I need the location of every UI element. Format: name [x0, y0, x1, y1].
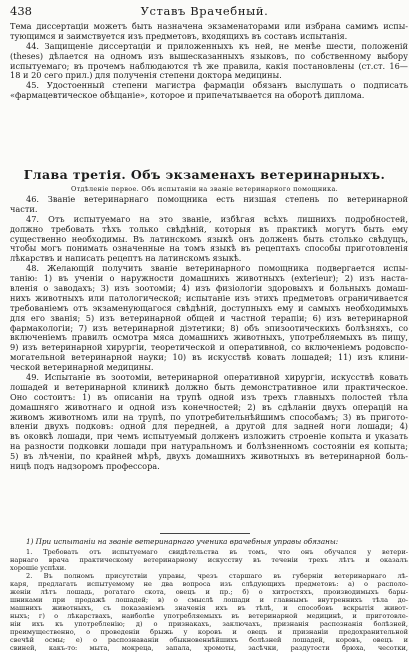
footnote-line: шниками при продажѣ лошадей; в) о смыслѣ лошади и главнымъ внутреннихъ тѣла до- — [10, 596, 408, 604]
text-block-2 — [10, 195, 408, 472]
text-line: 44. Защищеніе диссертаціи и приложенныхъ къ ней, не менѣе шести, положеній — [26, 41, 408, 51]
text-line: живомъ животномъ или на трупѣ, по употребительнѣйшимъ способамъ; 3) въ пригото- — [10, 412, 408, 422]
text-line: вленіи двухъ подковъ: одной для передней, а другой для задней ноги лошади; 4) — [10, 422, 408, 432]
page-header — [0, 4, 409, 20]
text-line: ницѣ подъ надзоромъ профессора. — [10, 462, 160, 472]
text-line: домашняго животнаго и одной изъ конечностей; 2) въ сдѣланіи двухъ операцій на — [10, 402, 408, 412]
text-line: фармакологіи; 7) изъ ветеринарной діэтетики; 8) объ эпизоотическихъ болѣзняхъ, со — [10, 323, 408, 333]
footnote-line: каря, предлагать испытуемому не два вопроса изъ слѣдующихъ предметовъ: а) о располо- — [10, 580, 408, 588]
footnote-line: машнихъ животныхъ, съ показаніемъ значенія ихъ въ тѣлѣ, и способовъ вскрытія живот- — [10, 604, 408, 612]
text-line: части. — [10, 204, 38, 214]
text-line: ческой ветеринарной медицины. — [10, 363, 154, 373]
text-line: 18 и 20 сего прил.) для полученія степени доктора медицины. — [10, 71, 282, 81]
text-line: требованіемъ отъ экзаменующагося свѣдѣній, доступныхъ ему и самыхъ необходимыхъ — [10, 303, 408, 313]
text-line: въ оковкѣ лошади, при чемъ испытуемый долженъ изложить строеніе копыта и указать — [10, 432, 408, 442]
text-line: 46. Званіе ветеринарнаго помощника есть низшая степень по ветеринарной — [26, 195, 408, 204]
text-line: «фармацевтическое обѣщаніе», которое и припечатывается на оборотѣ диплома. — [10, 91, 365, 101]
text-line: испытуемаго; въ прочемъ наблюдаются тѣ же правила, какія постановлены (ст.ст. 16— — [10, 61, 408, 71]
text-line: Тема диссертаціи можетъ быть назначена экзаменаторами или избрана самимъ испы- — [10, 22, 408, 31]
text-line: существенно необходимы. Въ латинскомъ языкѣ онъ долженъ быть столько свѣдущъ, — [10, 234, 408, 244]
footnote-line: женіи лѣтъ лошадь, рогатаго скота, овецъ и пр.; б) о хитростяхъ, производимыхъ бары- — [10, 588, 408, 596]
text-line: для его званія; 5) изъ ветеринарной общей и частной терапіи; 6) изъ ветеринарной — [10, 313, 408, 323]
text-line: 45. Удостоенный степени магистра фармаціи обязанъ выслушать о подписать — [26, 81, 408, 91]
text-line: (theses) дѣлается на одномъ изъ вышесказанныхъ языковъ, по собственному выбору — [10, 51, 408, 61]
text-line: тующимся и заимствуется изъ предметовъ, входящихъ въ составъ испытанія. — [10, 31, 348, 41]
text-line: Оно состоитъ: 1) въ описаніи на трупѣ одной изъ трехъ главныхъ полостей тѣла — [10, 392, 408, 402]
footnote-line: свечѣй осмы; е) о распознаваніи обыкновеннѣйшихъ болѣзней лошадей, коровъ, овецъ и — [10, 636, 408, 644]
text-line: 5) въ лѣченіи, по крайней мѣрѣ, двухъ домашнихъ животныхъ въ ветеринарной боль- — [10, 452, 408, 462]
footnote-line: 1. Требовать отъ испытуемаго свидѣтельства въ томъ, что онъ обучался у ветери- — [26, 548, 408, 556]
section-heading: Отдѣленіе первое. Объ испытаніи на званіе ветеринарного помощника. — [70, 185, 339, 193]
page-number: 438 — [10, 4, 32, 18]
footnote-line: хорошіе успѣхи. — [10, 564, 67, 572]
text-line: лошадей и ветеринарной клиникѣ должно быть демонстративное или практическое. — [10, 382, 408, 392]
text-block-1 — [10, 22, 408, 101]
text-line: танію: 1) въ ученіи о наружности домашнихъ животныхъ (exterieur); 2) изъ наста- — [10, 274, 408, 284]
footnote-line: 2. Въ полномъ присутствіи управы, чрезъ старшаго въ губерніи ветеринарнаго лѣ- — [26, 572, 408, 580]
running-title: Уставъ Врачебный. — [140, 4, 269, 18]
footnote-line: ніи ихъ къ употребленію; д) о признакахъ, заключахъ, признанія распознанія болѣзней, — [10, 620, 408, 628]
text-line: 9) изъ ветеринарной хирургіи, теоретической и оперативной, со включеніемъ родовспо- — [10, 343, 408, 353]
text-line: включеніемъ правилъ осмотра мяса домашнихъ животныхъ, употребляемыхъ въ пищу, — [10, 333, 408, 343]
text-line: 48. Желающій получить званіе ветеринарного помощника подвергается испы- — [26, 264, 408, 274]
text-line: могательной ветеринарной науки; 10) въ искусствѣ ковать лошадей; 11) изъ клини- — [10, 353, 408, 363]
text-line: должно требовать тѣхъ только свѣдѣній, которыя въ практикѣ могутъ быть ему — [10, 224, 408, 234]
text-line: чтобы могъ понимать означенные на томъ языкѣ въ рецептахъ способы приготовленія — [10, 244, 408, 254]
footnote-divider — [160, 533, 250, 534]
footnote-line: ныхъ; г) о лѣкарствахъ, наиболѣе употребляемыхъ въ ветеринарной медицинѣ, и приготовле- — [10, 612, 408, 620]
text-line: на разности подковки лошади при натуральномъ и болѣзненномъ состояніи ея копыта; — [10, 442, 408, 452]
text-line: вленія о заводахъ; 3) изъ зоотоміи; 4) изъ физіологіи здоровыхъ и больныхъ домаш- — [10, 284, 408, 294]
footnote-line: свиней, какъ-то: мыта, мокреца, запала, хромоты, засѣчки, раздутости брюха, чесотки, — [10, 644, 408, 652]
footnote-block — [10, 548, 408, 652]
footnote-lead: 1) При испытаніи на званіе ветеринарнаго ученика врачебныя управы обязаны: — [26, 537, 339, 546]
footnote-line: нарнаго врача практическому ветеринарному искусству въ теченіи трехъ лѣтъ и оказалъ — [10, 556, 408, 564]
text-line: 47. Отъ испытуемаго на это званіе, избѣгая всѣхъ лишнихъ подробностей, — [26, 214, 408, 224]
text-line: лѣкарствъ и написать рецептъ на латинскомъ языкѣ. — [10, 254, 242, 264]
text-line: нихъ животныхъ или патологической; испытаніе изъ этихъ предметовъ ограничивается — [10, 293, 408, 303]
chapter-heading: Глава третія. Объ экзаменахъ ветеринарныхъ. — [23, 167, 386, 182]
footnote-line: преимущественно, о проведеніи брыжь у коровъ и овецъ и признаніи предохранительной — [10, 628, 408, 636]
text-line: 49. Испытаніе въ зоотоміи, ветеринарной оперативной хирургіи, искусствѣ ковать — [26, 373, 408, 383]
